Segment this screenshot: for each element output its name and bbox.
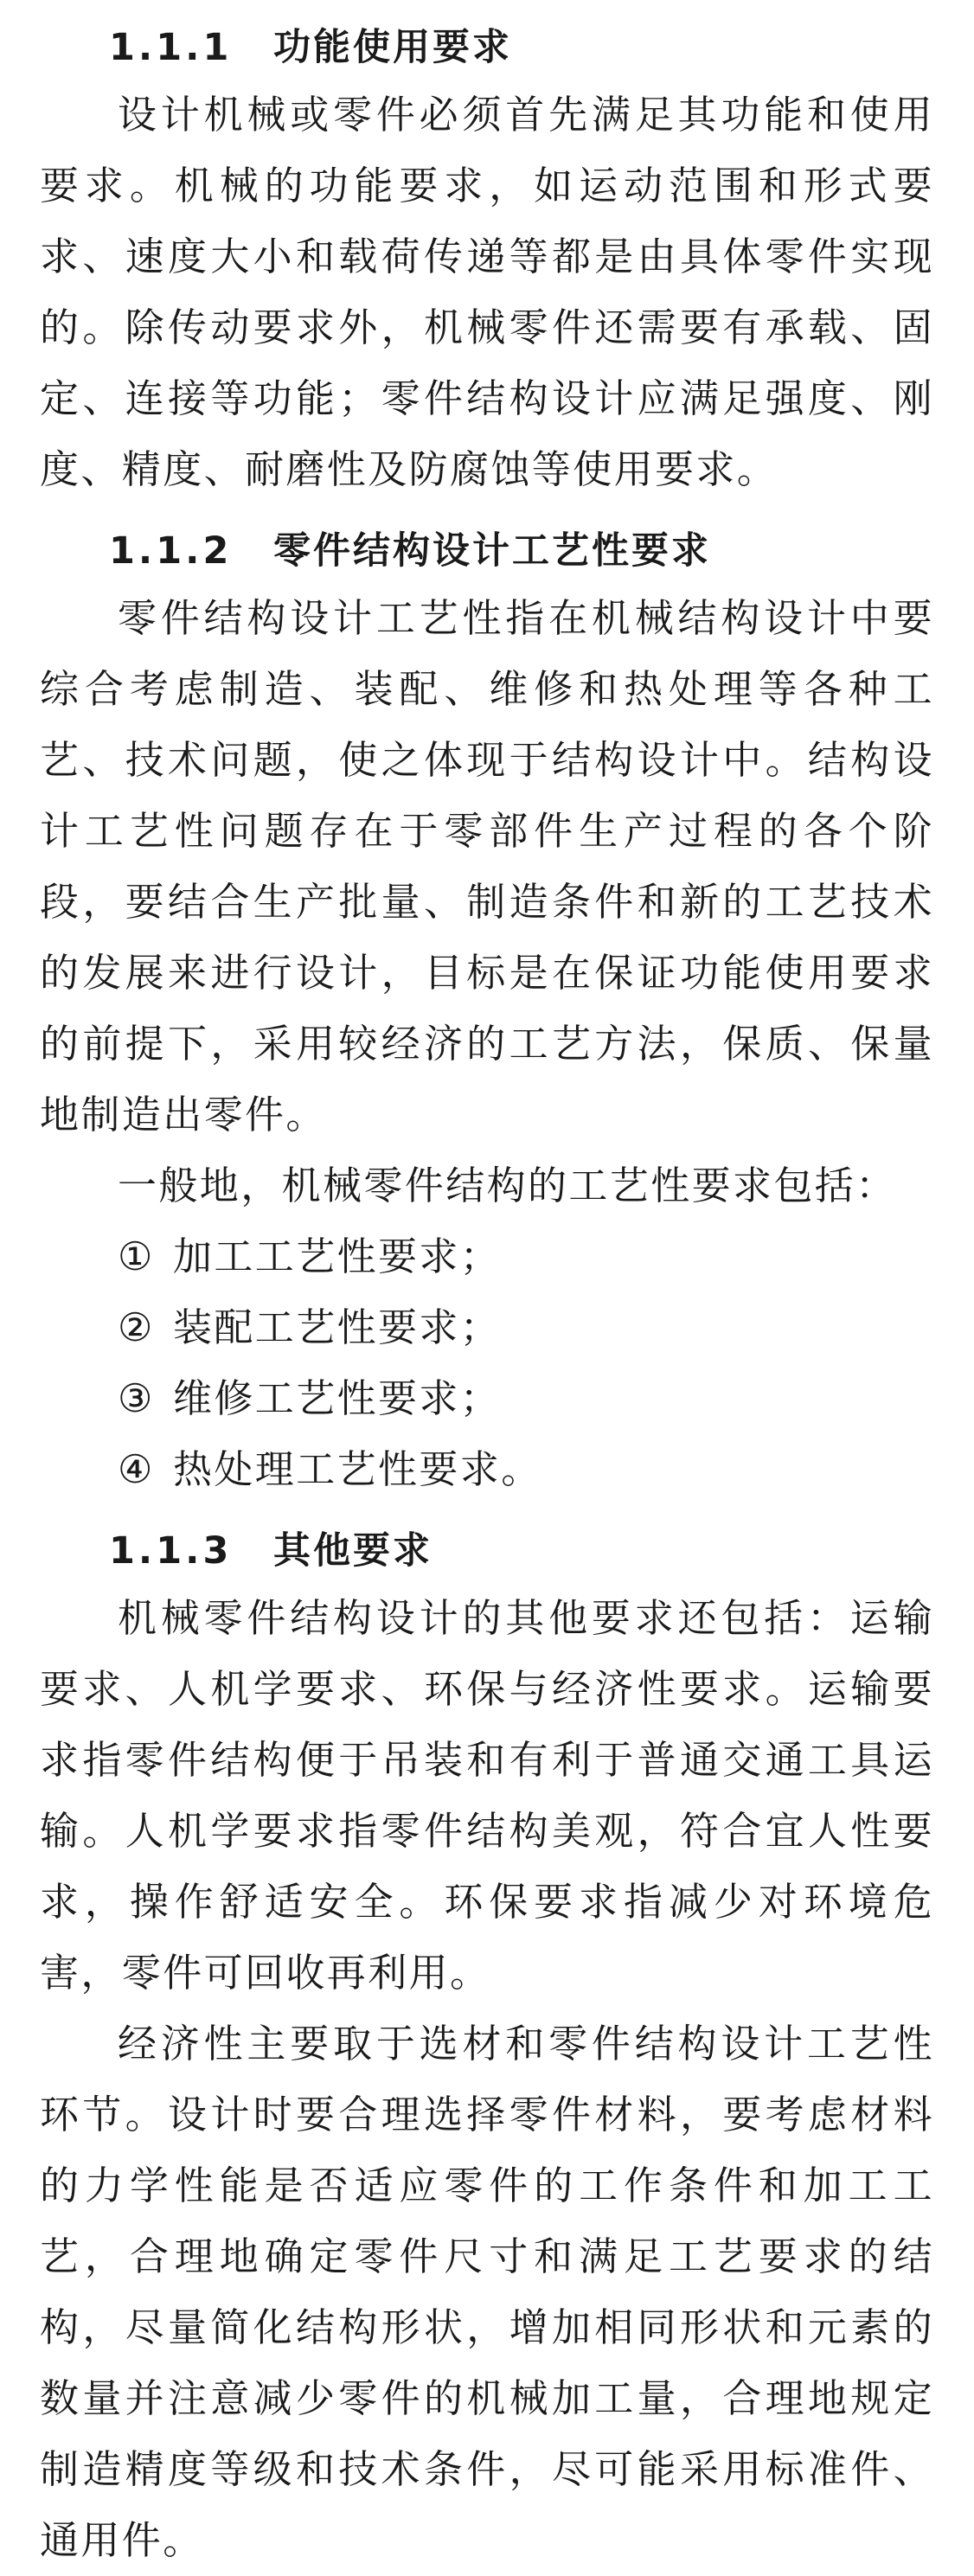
list-marker: ④ [118,1446,155,1492]
paragraph: 零件结构设计工艺性指在机械结构设计中要综合考虑制造、装配、维修和热处理等各种工艺、技术问题，使之体现于结构设计中。结构设计工艺性问题存在于零部件生产过程的各个阶段，要结合生产批量、制造条件和新的工艺技术的发展来进行设计，目标是在保证功能使用要求的前提下，采用较经济的工艺方法，保质、保量地制造出零件。 [40,595,934,1137]
section-heading [40,1519,934,1583]
section-functional-requirements [40,16,934,505]
section-heading [40,16,934,80]
list-marker: ③ [118,1375,155,1421]
list-item-text: 加工工艺性要求； [173,1234,502,1279]
list-marker: ② [118,1304,155,1350]
list-item-text: 装配工艺性要求； [173,1304,502,1350]
section-other-requirements [40,1519,934,2576]
paragraph: 经济性主要取于选材和零件结构设计工艺性环节。设计时要合理选择零件材料，要考虑材料的力学性能是否适应零件的工作条件和加工工艺，合理地确定零件尺寸和满足工艺要求的结构，尽量简化结构形状，增加相同形状和元素的数量并注意减少零件的机械加工量，合理地规定制造精度等级和技术条件，尽可能采用标准件、通用件。 [40,2021,934,2563]
list-item [40,1292,934,1363]
list-item [40,1221,934,1292]
list-item [40,1434,934,1505]
list-item-text: 维修工艺性要求； [173,1375,502,1421]
paragraph: 机械零件结构设计的其他要求还包括：运输要求、人机学要求、环保与经济性要求。运输要求指零件结构便于吊装和有利于普通交通工具运输。人机学要求指零件结构美观，符合宜人性要求，操作舒适安全。环保要求指减少对环境危害，零件可回收再利用。 [40,1595,934,1996]
section-title: 零件结构设计工艺性要求 [273,529,711,573]
section-number: 1.1.2 [109,529,233,573]
paragraph: 一般地，机械零件结构的工艺性要求包括： [118,1163,897,1208]
paragraph: 设计机械或零件必须首先满足其功能和使用要求。机械的功能要求，如运动范围和形式要求、速度大小和载荷传递等都是由具体零件实现的。除传动要求外，机械零件还需要有承载、固定、连接等功能；零件结构设计应满足强度、刚度、精度、耐磨性及防腐蚀等使用要求。 [40,92,934,492]
section-title: 其他要求 [273,1529,433,1573]
requirements-list [40,1221,934,1505]
list-marker: ① [118,1234,155,1279]
section-number: 1.1.3 [109,1529,233,1573]
section-process-requirements [40,519,934,1505]
section-heading [40,519,934,583]
section-title: 功能使用要求 [273,26,512,69]
section-number: 1.1.1 [109,26,233,69]
list-item-text: 热处理工艺性要求。 [173,1446,542,1492]
list-item [40,1363,934,1434]
